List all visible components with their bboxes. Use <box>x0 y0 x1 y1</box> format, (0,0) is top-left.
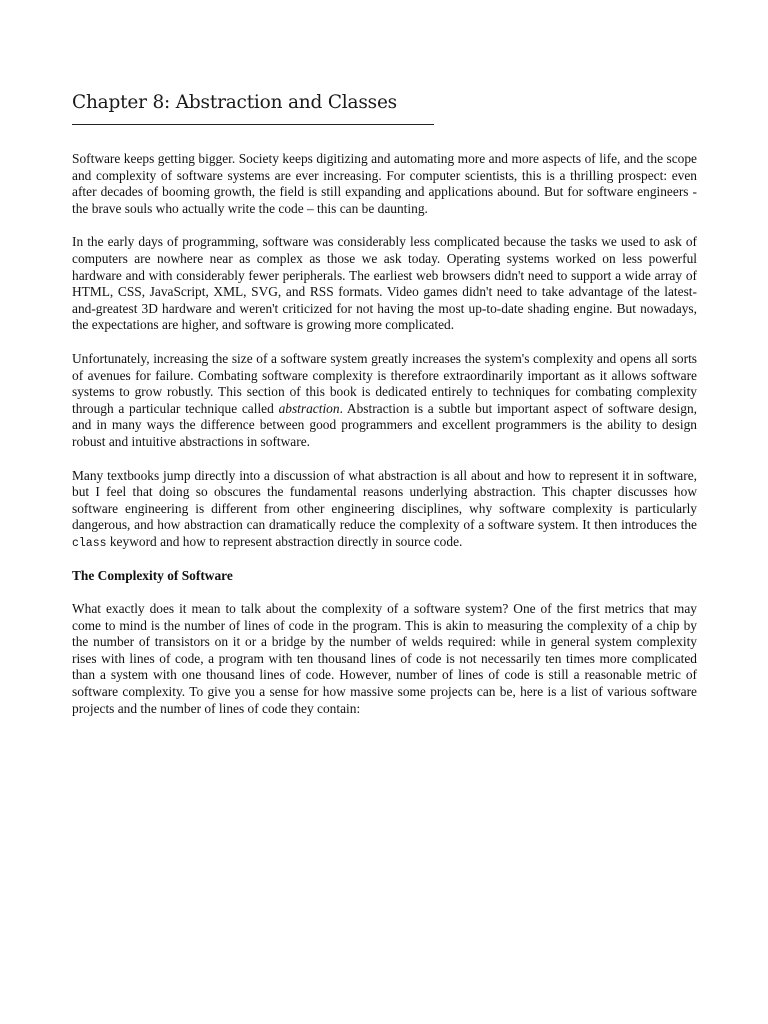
title-underline <box>72 124 434 125</box>
paragraph-textbooks <box>72 468 697 553</box>
document-body <box>72 151 697 734</box>
section-heading: The Complexity of Software <box>72 568 233 584</box>
paragraph-textbooks-text: Many textbooks jump directly into a discussion of what abstraction is all about and how to represent it in software, but I feel that doing so obscures the fundamental reasons underlying abstraction. This chapter discusses how software engineering is different from other engineering disciplines, why software complexity is particularly dangerous, and how abstraction can dramatically reduce the complexity of a software system. It then introduces the <box>72 467 697 533</box>
chapter-title: Chapter 8: Abstraction and Classes <box>72 92 397 113</box>
paragraph-complexity <box>72 351 697 451</box>
class-keyword-code: class <box>72 536 107 550</box>
paragraph-complexity-text-end: . Abstraction is a subtle but important aspect of software design, and in many ways the difference between good programmers and excellent programmers is the ability to design robust and intuitive abstractions in software. <box>72 400 697 449</box>
paragraph-metrics: What exactly does it mean to talk about the complexity of a software system? One of the first metrics that may come to mind is the number of lines of code in the program. This is akin to measuring the complexity of a chip by the number of transistors on it or a bridge by the number of welds required: while in general system complexity rises with lines of code, a program with ten thousand lines of code is not necessarily ten times more complicated than a system with one thousand lines of code. However, number of lines of code is still a reasonable metric of software complexity. To give you a sense for how massive some projects can be, here is a list of various software projects and the number of lines of code they contain: <box>72 601 697 716</box>
paragraph-early-days: In the early days of programming, software was considerably less complicated because the tasks we used to ask of computers are nowhere near as complex as those we ask today. Operating systems worked on less powerful hardware and with considerably fewer peripherals. The earliest web browsers didn't need to support a wide array of HTML, CSS, JavaScript, XML, SVG, and RSS formats. Video games didn't need to take advantage of the latest-and-greatest 3D hardware and weren't criticized for not having the most up-to-date shading engine. But nowadays, the expectations are higher, and software is growing more complicated. <box>72 234 697 333</box>
abstraction-emphasis: abstraction <box>278 400 340 416</box>
paragraph-complexity-text: Unfortunately, increasing the size of a software system greatly increases the system's complexity and opens all sorts of avenues for failure. Combating software complexity is therefore extraordinarily important as it allows software systems to grow robustly. This section of this book is dedicated entirely to techniques for combating complexity through a particular technique called <box>72 350 697 416</box>
paragraph-textbooks-text-end: keyword and how to represent abstraction directly in source code. <box>106 533 463 549</box>
paragraph-intro: Software keeps getting bigger. Society keeps digitizing and automating more and more aspects of life, and the scope and complexity of software systems are ever increasing. For computer scientists, this is a thrilling prospect: even after decades of booming growth, the field is still expanding and applications abound. But for software engineers - the brave souls who actually write the code – this can be daunting. <box>72 151 697 216</box>
